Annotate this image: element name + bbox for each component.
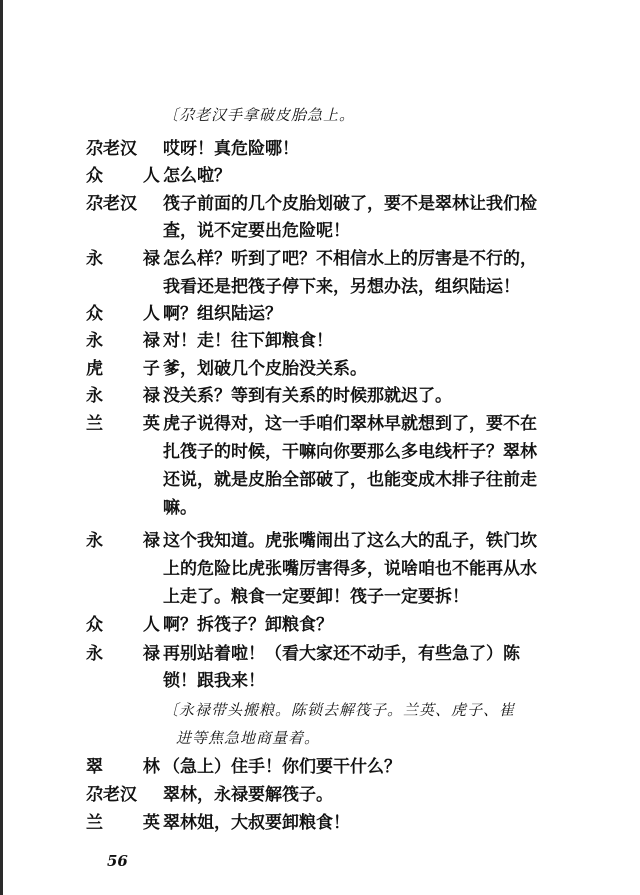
stage-direction: 〔永禄带头搬粮。陈锁去解筏子。兰英、虎子、崔 (163, 701, 516, 719)
dialogue-line: 查，说不定要出危险呢！ (163, 221, 350, 241)
speaker-name: 永 禄 (86, 644, 177, 664)
dialogue-line: 锁！跟我来！ (163, 671, 265, 691)
dialogue-line: 嘛。 (163, 498, 197, 518)
stage-direction: 〔尕老汉手拿破皮胎急上。 (163, 106, 356, 124)
dialogue-line: 我看还是把筏子停下来，另想办法，组织陆运！ (163, 277, 520, 297)
speaker-name: 永 禄 (86, 386, 177, 406)
dialogue-line: 上走了。粮食一定要卸！筏子一定要拆！ (163, 587, 469, 607)
speaker-name: 尕老汉 (86, 785, 137, 805)
speaker-name: 永 禄 (86, 249, 177, 269)
dialogue-line: 还说，就是皮胎全部破了，也能变成木排子往前走 (163, 470, 537, 490)
speaker-name: 众 人 (86, 304, 177, 324)
dialogue-line: （急上）住手！你们要干什么？ (163, 757, 401, 777)
dialogue-line: 这个我知道。虎张嘴闹出了这么大的乱子，铁门坎 (163, 531, 537, 551)
dialogue-line: 怎么啦？ (163, 166, 231, 186)
stage-direction: 进等焦急地商量着。 (176, 729, 321, 747)
dialogue-line: 上的危险比虎张嘴厉害得多，说啥咱也不能再从水 (163, 559, 537, 579)
dialogue-line: 翠林，永禄要解筏子。 (163, 785, 333, 805)
dialogue-line: 怎么样？听到了吧？不相信水上的厉害是不行的， (163, 249, 537, 269)
dialogue-line: 对！走！往下卸粮食！ (163, 331, 333, 351)
dialogue-line: 再别站着啦！（看大家还不动手，有些急了）陈 (163, 644, 520, 664)
dialogue-line: 没关系？等到有关系的时候那就迟了。 (163, 386, 452, 406)
speaker-name: 尕老汉 (86, 194, 137, 214)
page-number: 56 (107, 852, 128, 870)
dialogue-line: 哎呀！真危险哪！ (163, 139, 299, 159)
dialogue-line: 筏子前面的几个皮胎划破了，要不是翠林让我们检 (163, 194, 537, 214)
dialogue-line: 翠林姐，大叔要卸粮食！ (163, 813, 350, 833)
dialogue-line: 啊？拆筏子？卸粮食？ (163, 615, 333, 635)
dialogue-line: 虎子说得对，这一手咱们翠林早就想到了，要不在 (163, 414, 537, 434)
speaker-name: 众 人 (86, 166, 177, 186)
dialogue-line: 爹，划破几个皮胎没关系。 (163, 359, 367, 379)
speaker-name: 永 禄 (86, 531, 177, 551)
speaker-name: 虎 子 (86, 359, 177, 379)
speaker-name: 翠 林 (86, 757, 177, 777)
speaker-name: 兰 英 (86, 414, 177, 434)
speaker-name: 众 人 (86, 615, 177, 635)
speaker-name: 兰 英 (86, 813, 177, 833)
dialogue-line: 扎筏子的时候，干嘛向你要那么多电线杆子？翠林 (163, 442, 537, 462)
speaker-name: 永 禄 (86, 331, 177, 351)
dialogue-line: 啊？组织陆运？ (163, 304, 282, 324)
speaker-name: 尕老汉 (86, 139, 137, 159)
